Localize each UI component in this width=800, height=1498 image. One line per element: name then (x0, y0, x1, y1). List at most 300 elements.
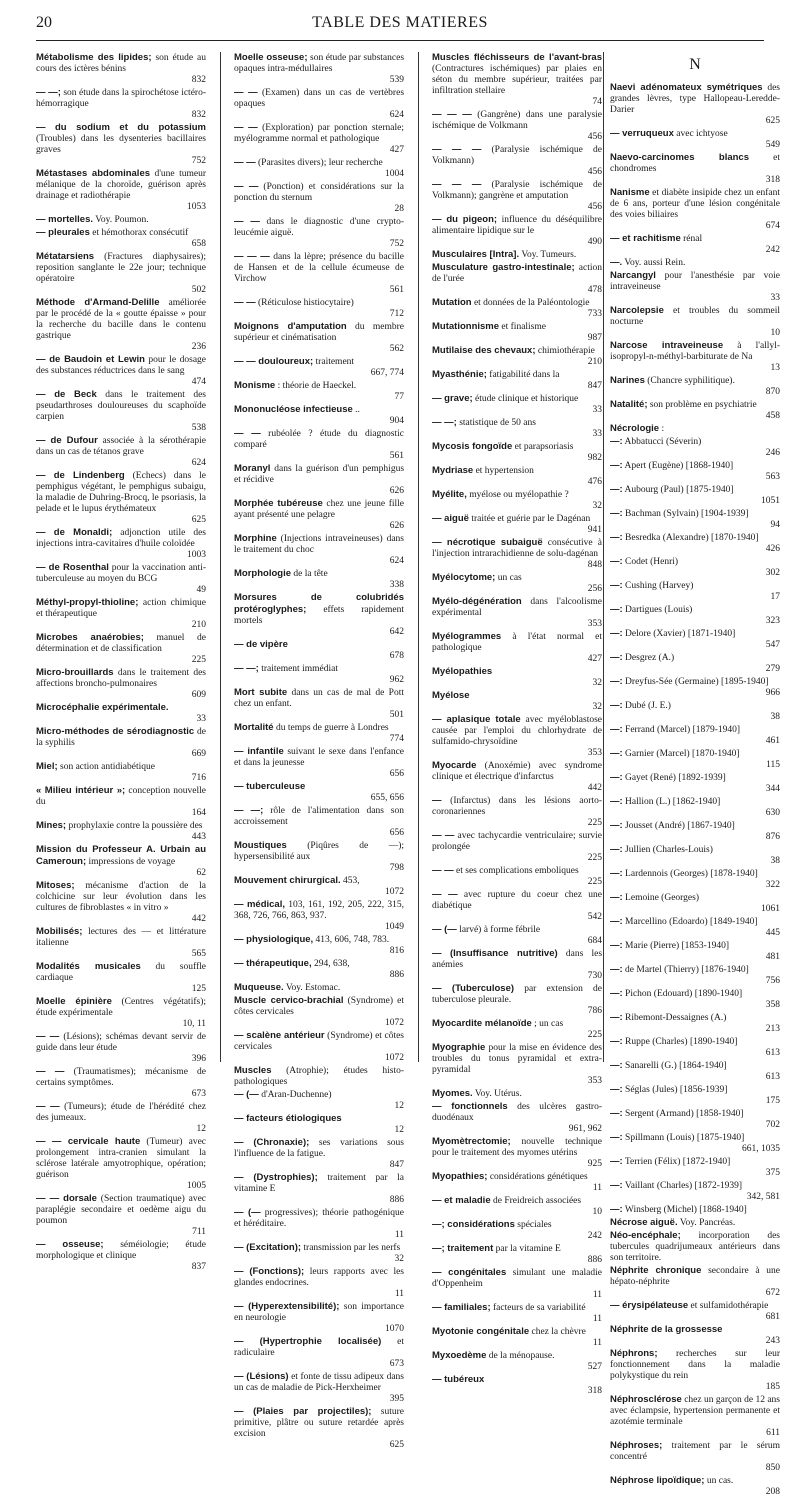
page-reference: 966 (765, 688, 780, 698)
entry-text: prophylaxie contre la poussière des (68, 821, 203, 831)
entry-text: transmission par les nerfs (303, 1243, 401, 1253)
page-reference: 396 (191, 1054, 206, 1064)
entry-text: Ferrand (Marcel) [1879-1940] (625, 725, 741, 735)
page-reference: 74 (592, 97, 602, 107)
page-reference: 774 (389, 734, 404, 744)
header-rule (36, 40, 764, 41)
entry-heading: — (Chronaxie); (234, 1137, 310, 1148)
entry-text: : théorie de Haeckel. (277, 381, 357, 391)
entry-text: et chondromes (610, 153, 780, 174)
entry-heading: —: (610, 652, 623, 663)
entry-text: incorporation des tubercules quadrijumeaux antérieurs dans son territoire. (610, 1231, 780, 1263)
page-reference: 1049 (385, 922, 404, 932)
index-entry (432, 714, 602, 759)
page-reference: 987 (587, 333, 602, 343)
entry-heading: — — cervicale haute (36, 1136, 141, 1147)
index-entry (36, 52, 206, 86)
entry-heading: — —; (234, 805, 264, 816)
entry-heading: — —; (234, 663, 259, 674)
entry-heading: — — (432, 865, 454, 876)
entry-text: avec rupture du coeur chez une diabétique (432, 890, 602, 911)
page-reference: 982 (587, 453, 602, 463)
index-entry (432, 1101, 602, 1135)
entry-heading: Myélose (432, 690, 470, 701)
index-entry (234, 722, 404, 745)
entry-text: et fonte de tissu adipeux dans un cas de maladie de Pick-Herxheimer (234, 1372, 404, 1393)
page-reference: 625 (191, 515, 206, 525)
page-reference: 716 (191, 773, 206, 783)
index-entry (432, 1042, 602, 1087)
index-entry (610, 375, 780, 398)
page-reference: 481 (765, 952, 780, 962)
entry-text: (Anoxémie) avec syndrome clinique et électrique d'infarctus (432, 761, 602, 782)
entry-text: 294, 638, (313, 959, 350, 969)
page-reference: 625 (765, 116, 780, 126)
page-reference: 225 (191, 655, 206, 665)
page-reference: 752 (389, 239, 404, 249)
entry-text: et radiculaire (234, 1337, 404, 1358)
index-entry (36, 844, 206, 879)
index-entry (610, 399, 780, 422)
index-entry (432, 572, 602, 595)
index-entry (36, 470, 206, 526)
entry-heading: — de Monaldi; (36, 527, 113, 538)
entry-heading: Néphrosclérose (610, 1394, 682, 1405)
entry-heading: Natalité; (610, 399, 648, 410)
entry-heading: Mission du Professeur A. Urbain au Cameroun; (36, 844, 206, 867)
entry-heading: Myasthénie; (432, 369, 487, 380)
index-entry (36, 961, 206, 995)
page-reference: 886 (389, 1195, 404, 1205)
page-reference: 342, 581 (746, 1192, 780, 1202)
page-reference: 456 (587, 132, 602, 142)
entry-text: Voy. Poumon. (95, 215, 149, 225)
index-entry (610, 676, 780, 699)
entry-heading: — (— (234, 1207, 261, 1218)
entry-text: son problème en psychiatrie (649, 400, 757, 410)
entry-heading: — (Tuberculose) (432, 983, 515, 994)
index-entry (234, 1137, 404, 1171)
entry-heading: —: (610, 748, 623, 759)
index-entry (610, 1217, 780, 1229)
entry-heading: — grave; (432, 393, 473, 404)
page-reference: 832 (191, 110, 206, 120)
index-entry (234, 875, 404, 898)
page-reference: 32 (592, 702, 602, 712)
index-entry (432, 1088, 602, 1100)
entry-text: Voy. Utérus. (474, 1089, 522, 1099)
index-entry (36, 354, 206, 388)
entry-heading: — infantile (234, 746, 284, 757)
entry-text: Gayet (René) [1892-1939] (625, 773, 726, 783)
index-entry (432, 830, 602, 864)
index-entry (610, 82, 780, 127)
entry-heading: — (Lésions) (234, 1371, 289, 1382)
entry-heading: Mutilaise des chevaux; (432, 345, 536, 356)
entry-text: adjonction utile des injections intra-cavitaires d'huile coloïdée (36, 528, 206, 549)
entry-heading: — — (234, 428, 261, 439)
page-reference: 886 (389, 970, 404, 980)
page-reference: 626 (389, 486, 404, 496)
page-reference: 609 (191, 690, 206, 700)
index-entry (36, 926, 206, 960)
entry-heading: —: (610, 1132, 623, 1143)
entry-heading: — — (234, 122, 258, 133)
index-column-2 (234, 52, 405, 1450)
entry-text: lectures des — et littérature italienne (36, 927, 207, 948)
index-entry (234, 52, 404, 86)
entry-heading: Mycosis fongoïde (432, 441, 513, 452)
index-entry (234, 1301, 404, 1335)
entry-text: Aubourg (Paul) [1875-1940] (624, 485, 734, 495)
index-entry (234, 982, 404, 994)
entry-text: associée à la sérothérapie dans un cas de tétanos grave (36, 436, 206, 457)
entry-text: facteurs de sa variabilité (492, 1303, 586, 1313)
index-entry (234, 404, 404, 427)
index-entry (432, 214, 602, 248)
page-reference: 12 (394, 1125, 404, 1135)
index-entry (234, 87, 404, 121)
index-column-1 (36, 52, 207, 1272)
entry-heading: —: (610, 676, 623, 687)
index-entry (36, 996, 206, 1030)
page-reference: 279 (765, 664, 780, 674)
page-reference: 681 (765, 1312, 780, 1322)
entry-heading: — — douloureux; (234, 356, 314, 367)
entry-heading: — (Excitation); (234, 1242, 302, 1253)
index-entry (610, 1036, 780, 1059)
entry-heading: — verruqueux (610, 128, 674, 139)
index-columns (36, 52, 781, 1497)
entry-text: mécanisme d'action de la colchicine sur leur évolution dans les cultures de fibroblastes « in vitro » (36, 881, 207, 913)
entry-text: Séglas (Jules) [1856-1939] (625, 1085, 728, 1095)
entry-heading: Mortalité (234, 722, 274, 733)
entry-text: chez un garçon de 12 ans avec éclampsie, hypertension permanente et azotémie terminale (610, 1395, 780, 1427)
entry-text: Bachman (Sylvain) [1904-1939] (625, 509, 749, 519)
index-entry (432, 393, 602, 416)
page-reference: 456 (587, 202, 602, 212)
entry-text: son étude au cours des ictères bénins (36, 53, 206, 74)
entry-heading: —: (610, 700, 623, 711)
index-entry (36, 597, 206, 631)
entry-heading: — — — (432, 109, 472, 120)
page-reference: 565 (191, 949, 206, 959)
index-entry (36, 1031, 206, 1065)
entry-heading: —: (610, 604, 623, 615)
index-entry (36, 168, 206, 213)
entry-text: influence du déséquilibre alimentaire lipidique sur le (432, 215, 602, 236)
entry-heading: — — (234, 216, 260, 227)
entry-heading: —: (610, 1180, 623, 1191)
entry-text: (Section traumatique) avec paraplégie secondaire et oedème aigu du poumon (36, 1194, 207, 1226)
column-divider (418, 52, 419, 1062)
index-entry (36, 87, 206, 121)
entry-heading: —: (610, 1204, 623, 1215)
index-entry (234, 1336, 404, 1370)
entry-heading: Morphine (234, 533, 277, 544)
entry-heading: Mydriase (432, 465, 474, 476)
entry-text: (Syndrome) et côtes cervicales (234, 1031, 405, 1052)
index-entry (432, 983, 602, 1017)
entry-text: Pichon (Edouard) [1890-1940] (625, 989, 743, 999)
entry-heading: —: (610, 460, 623, 471)
entry-text: avec ichtyose (676, 129, 728, 139)
entry-heading: Myélogrammes (432, 631, 502, 642)
entry-heading: Muscles fléchisseurs de l'avant-bras (432, 52, 602, 63)
column-divider (603, 52, 604, 1062)
entry-heading: Néphrose lipoïdique; (610, 1475, 705, 1486)
entry-text: Sergent (Armand) [1858-1940] (625, 1109, 744, 1119)
page-reference: 353 (587, 619, 602, 629)
page-reference: 961, 962 (568, 1124, 602, 1134)
entry-text: traitement par le sérum concentré (610, 1441, 781, 1462)
entry-heading: Mitoses; (36, 880, 75, 891)
entry-heading: Muqueuse. (234, 982, 284, 993)
index-entry (234, 428, 404, 462)
page-reference: 673 (191, 1089, 206, 1099)
index-entry (36, 820, 206, 843)
entry-heading: Myomètrectomie; (432, 1136, 511, 1147)
index-entry (432, 417, 602, 440)
index-entry (610, 916, 780, 939)
page-reference: 756 (765, 976, 780, 986)
index-entry (234, 663, 404, 686)
entry-text: de Martel (Thierry) [1876-1940] (625, 965, 749, 975)
page-reference: 38 (770, 856, 780, 866)
index-entry (432, 1219, 602, 1242)
entry-text: progressives); théorie pathogénique et héréditaire. (234, 1208, 404, 1229)
page-reference: 426 (765, 544, 780, 554)
entry-heading: Mort subite (234, 687, 288, 698)
index-entry (432, 924, 602, 947)
entry-heading: Myopathies; (432, 1171, 488, 1182)
page-reference: 1051 (761, 496, 780, 506)
entry-text: (Troubles) dans les dysenteries bacillaires graves (36, 134, 206, 155)
index-entry (234, 216, 404, 250)
entry-text: 413, 606, 748, 783. (315, 935, 390, 945)
entry-heading: — — (36, 1031, 60, 1042)
index-entry (432, 1302, 602, 1325)
entry-text: (Paralysie ischémique de Volkmann) (432, 145, 603, 166)
page-reference: 624 (389, 110, 404, 120)
index-entry (610, 652, 780, 675)
entry-heading: —: (610, 892, 623, 903)
page-reference: 1072 (385, 887, 404, 897)
entry-text: rénal (683, 234, 703, 244)
entry-text: pour la vaccination anti-tuberculeuse au moyen du BCG (36, 563, 207, 584)
entry-text: considérations génétiques (489, 1172, 588, 1182)
page-reference: 32 (394, 1254, 404, 1264)
page-reference: 49 (196, 585, 206, 595)
entry-text: Ribemont-Dessaignes (A.) (625, 1013, 727, 1023)
page-reference: 10 (770, 328, 780, 338)
entry-heading: Naevo-carcinomes blancs (610, 152, 749, 163)
entry-heading: Musculature gastro-intestinale; (432, 262, 575, 273)
entry-text: Codet (Henri) (625, 557, 679, 567)
entry-text: suivant le sexe dans l'enfance et dans la jeunesse (234, 747, 405, 768)
index-entry (610, 152, 780, 186)
index-entry (610, 1204, 780, 1216)
page-reference: 669 (191, 749, 206, 759)
entry-text: dans l'alcoolisme expérimental (432, 597, 603, 618)
entry-heading: — — (234, 297, 256, 308)
entry-heading: Métatarsiens (36, 251, 95, 262)
entry-heading: — — — (432, 179, 482, 190)
entry-text: et diabète insipide chez un enfant de 6 ans, porteur d'une lésion congénitale des voies biliaires (610, 188, 780, 220)
entry-heading: Myélite, (432, 489, 467, 500)
entry-text: action chimique et thérapeutique (36, 598, 206, 619)
index-entry (432, 1326, 602, 1349)
entry-text: (Tumeurs); étude de l'hérédité chez des jumeaux. (36, 1102, 206, 1123)
index-entry (610, 1132, 780, 1155)
entry-text: (Lésions); schémas devant servir de guide dans leur étude (36, 1032, 207, 1053)
entry-text: recherches sur leur fonctionnement dans la maladie polykystique du rein (610, 1349, 780, 1381)
index-entry (36, 880, 206, 925)
entry-text: pour l'anesthésie par voie intraveineuse (610, 271, 781, 292)
page-reference: 32 (592, 501, 602, 511)
entry-heading: Morphologie (234, 568, 291, 579)
page-reference: 458 (765, 411, 780, 421)
page-reference: 561 (389, 285, 404, 295)
index-entry (234, 463, 404, 497)
index-entry (610, 796, 780, 819)
page-reference: 1003 (187, 550, 206, 560)
index-entry (234, 746, 404, 780)
index-entry (432, 1195, 602, 1218)
entry-heading: —: (610, 772, 623, 783)
entry-heading: Moelle épinière (36, 996, 112, 1007)
page-reference: 798 (389, 863, 404, 873)
entry-text: à l'allyl-isopropyl-n-méthyl-barbiturate de Na (610, 341, 781, 362)
entry-heading: —; traitement (432, 1243, 494, 1254)
index-entry (432, 666, 602, 689)
page-reference: 563 (765, 472, 780, 482)
page-reference: 527 (587, 1362, 602, 1372)
page-reference: 886 (587, 1255, 602, 1265)
page-reference: 925 (587, 1159, 602, 1169)
entry-heading: —: (610, 628, 623, 639)
page-reference: 476 (587, 477, 602, 487)
index-entry (432, 489, 602, 512)
page-reference: 11 (592, 1183, 602, 1193)
page-reference: 549 (765, 140, 780, 150)
index-entry (610, 844, 780, 867)
entry-heading: — (Plaies par projectiles); (234, 1406, 372, 1417)
page-reference: 62 (196, 868, 206, 878)
page-reference: 474 (191, 377, 206, 387)
index-entry (234, 639, 404, 662)
entry-heading: —: (610, 1036, 623, 1047)
entry-heading: — fonctionnels (432, 1101, 508, 1112)
page-reference: 733 (587, 309, 602, 319)
page-reference: 13 (770, 363, 780, 373)
index-entry (610, 508, 780, 531)
entry-text: un cas. (706, 1476, 734, 1486)
entry-text: dans la lèpre; présence du bacille de Hansen et de la cellule écumeuse de Virchow (234, 252, 405, 284)
page-reference: 17 (770, 592, 780, 602)
page-reference: 656 (389, 828, 404, 838)
entry-text: (Echecs) dans le pemphigus végétant, le pemphigus subaigu, la maladie de Duhring-Brocq, le psoriasis, la pelade et le lupus érythémateux (36, 471, 206, 514)
page-header (36, 14, 764, 40)
entry-heading: Nécrose aiguë. (610, 1217, 678, 1228)
page-reference: 115 (766, 760, 780, 770)
page-reference: 786 (587, 1006, 602, 1016)
index-entry (234, 380, 404, 403)
index-entry (432, 249, 602, 261)
entry-heading: — et maladie (432, 1195, 491, 1206)
index-entry (234, 995, 404, 1029)
index-entry (36, 702, 206, 725)
index-entry (432, 1171, 602, 1194)
index-entry (610, 257, 780, 269)
entry-heading: — — (36, 1066, 65, 1077)
entry-text: (Atrophie); études histo-pathologiques (234, 1066, 404, 1087)
entry-text: et hémothorax consécutif (92, 228, 189, 238)
entry-heading: — osseuse; (36, 1239, 104, 1250)
entry-text: Jullien (Charles-Louis) (625, 845, 713, 855)
entry-heading: Myocarde (432, 760, 477, 771)
entry-heading: Myélocytome; (432, 572, 496, 583)
entry-text: 453, (343, 876, 360, 886)
entry-heading: — (Insuffisance nutritive) (432, 948, 558, 959)
index-entry (432, 1018, 602, 1041)
entry-heading: Nanisme (610, 187, 650, 198)
index-entry (234, 1242, 404, 1265)
index-entry (610, 1475, 780, 1498)
entry-text: d'une tumeur mélanique de la choroïde, guérison après drainage et radiothérapie (36, 169, 207, 201)
index-entry (432, 321, 602, 344)
page-reference: 338 (389, 580, 404, 590)
page-reference: 962 (389, 675, 404, 685)
index-entry (432, 537, 602, 571)
page-reference: 33 (592, 429, 602, 439)
index-entry (432, 465, 602, 488)
entry-text: Dreyfus-Sée (Germaine) [1895-1940] (625, 677, 769, 687)
entry-heading: Muscle cervico-brachial (234, 995, 344, 1006)
entry-text: (Contractures ischémiques) par plaies en séton du membre supérieur, traitées par infiltration stellaire (432, 64, 602, 96)
page-reference: 353 (587, 748, 602, 758)
entry-heading: — mortelles. (36, 214, 94, 225)
entry-text: simulant une maladie d'Oppenheim (432, 1268, 602, 1289)
entry-text: Hallion (L.) [1862-1940] (625, 797, 721, 807)
entry-heading: Micro-brouillards (36, 667, 114, 678)
entry-text: ; un cas (534, 1019, 564, 1029)
page-reference: 850 (765, 1463, 780, 1473)
entry-heading: Méthyl-propyl-thioline; (36, 597, 139, 608)
page-reference: 730 (587, 971, 602, 981)
entry-text: traitement immédiat (261, 664, 338, 674)
index-entry (36, 251, 206, 296)
index-entry (36, 1239, 206, 1273)
entry-text: consécutive à l'injection intrarachidienne de solu-dagénan (432, 538, 603, 559)
entry-heading: — nécrotique subaiguë (432, 537, 543, 548)
index-entry (234, 568, 404, 591)
index-entry (432, 760, 602, 794)
entry-heading: — — — (234, 251, 270, 262)
entry-text: de la tête (293, 569, 328, 579)
index-entry (432, 1243, 602, 1266)
index-entry (36, 389, 206, 434)
entry-text: Besredka (Alexandre) [1870-1940] (625, 533, 759, 543)
index-entry (36, 785, 206, 819)
page-reference: 630 (765, 808, 780, 818)
page-reference: 684 (587, 936, 602, 946)
entry-text: avec tachycardie ventriculaire; survie prolongée (432, 831, 602, 852)
page-reference: 658 (191, 239, 206, 249)
index-entry (610, 1348, 780, 1393)
index-entry (234, 181, 404, 215)
entry-heading: Métabolisme des lipides; (36, 52, 152, 63)
